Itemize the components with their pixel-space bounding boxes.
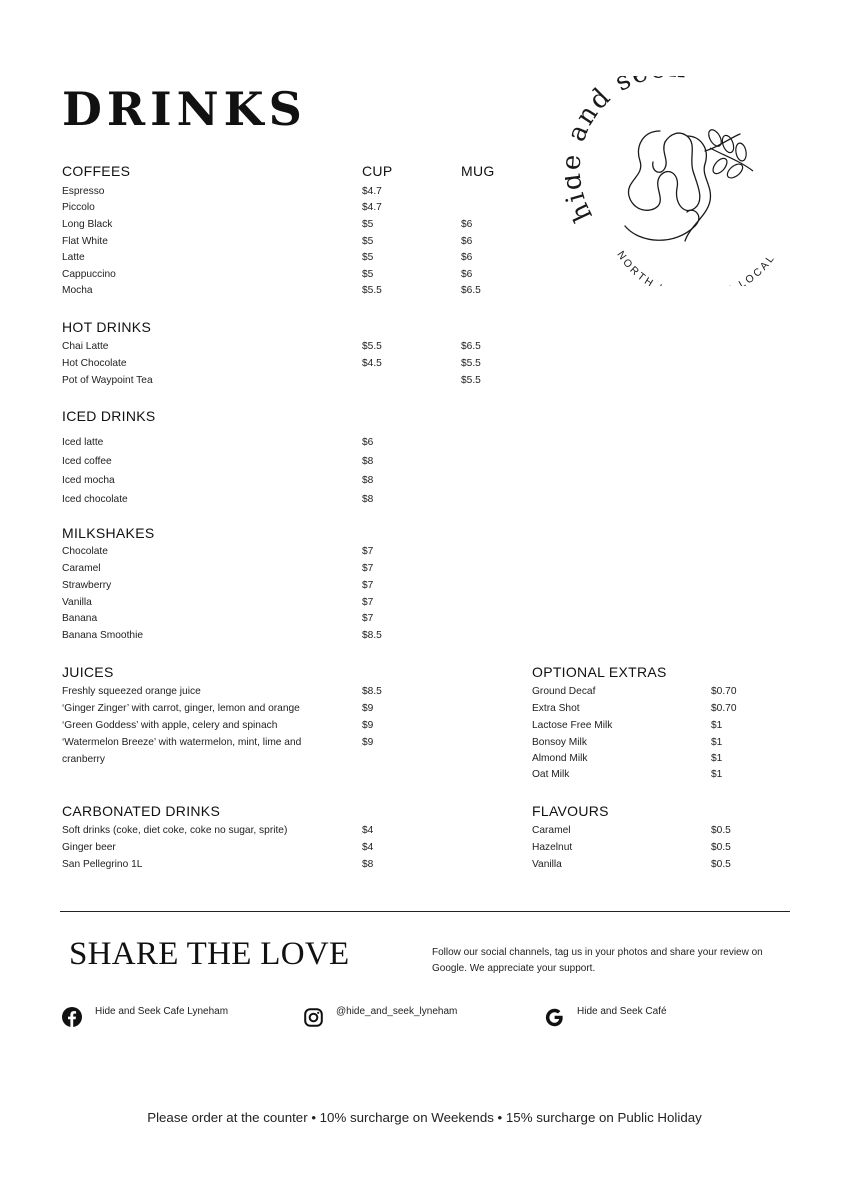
share-heading: SHARE THE LOVE — [69, 936, 350, 972]
menu-item-price: $8 — [362, 494, 374, 505]
menu-item-name: Chai Latte — [62, 341, 109, 352]
flavours-heading: FLAVOURS — [532, 803, 609, 819]
menu-item-name: Chocolate — [62, 546, 108, 557]
menu-item-name: ‘Watermelon Breeze’ with watermelon, mint, lime and cranberry — [62, 737, 302, 765]
menu-item-cup-price: $4.5 — [362, 358, 382, 369]
menu-item-mug-price: $6.5 — [461, 285, 481, 296]
milkshakes-heading: MILKSHAKES — [62, 525, 155, 541]
menu-item-name: Iced coffee — [62, 456, 112, 467]
menu-item-mug-price: $6.5 — [461, 341, 481, 352]
menu-item-name: Caramel — [62, 563, 101, 574]
menu-item-price: $0.5 — [711, 825, 731, 836]
face-line-art — [625, 131, 740, 241]
menu-item-name: Hot Chocolate — [62, 358, 127, 369]
menu-item-name: Ground Decaf — [532, 686, 596, 697]
facebook-link[interactable]: Hide and Seek Cafe Lyneham — [95, 1006, 229, 1017]
leaf-sprig — [706, 128, 753, 181]
menu-item-name: Oat Milk — [532, 769, 570, 780]
menu-item-price: $1 — [711, 753, 723, 764]
menu-item-price: $7 — [362, 563, 374, 574]
menu-item-price: $8.5 — [362, 630, 382, 641]
menu-item-price: $7 — [362, 580, 374, 591]
menu-item-name: Flat White — [62, 236, 108, 247]
google-link[interactable]: Hide and Seek Café — [577, 1006, 667, 1017]
menu-item-name: Soft drinks (coke, diet coke, coke no sugar, sprite) — [62, 825, 288, 836]
menu-item-name: San Pellegrino 1L — [62, 859, 143, 870]
facebook-icon[interactable] — [62, 1007, 82, 1027]
menu-item-name: Almond Milk — [532, 753, 588, 764]
instagram-icon[interactable] — [304, 1008, 323, 1027]
menu-item-price: $8 — [362, 456, 374, 467]
menu-item-name: Vanilla — [532, 859, 562, 870]
menu-item-price: $6 — [362, 437, 374, 448]
menu-item-cup-price: $4.7 — [362, 202, 382, 213]
menu-item-name: Espresso — [62, 186, 105, 197]
iced-drinks-heading: ICED DRINKS — [62, 408, 156, 424]
page-title: DRINKS — [62, 82, 307, 136]
menu-item-mug-price: $6 — [461, 219, 473, 230]
menu-item-mug-price: $6 — [461, 252, 473, 263]
menu-item-name: ‘Green Goddess’ with apple, celery and spinach — [62, 720, 278, 731]
menu-item-name: Bonsoy Milk — [532, 737, 587, 748]
hot-drinks-heading: HOT DRINKS — [62, 319, 152, 335]
menu-item-name: Vanilla — [62, 597, 92, 608]
menu-item-price: $0.5 — [711, 859, 731, 870]
menu-item-price: $7 — [362, 597, 374, 608]
menu-item-cup-price: $5 — [362, 236, 374, 247]
menu-item-name: Caramel — [532, 825, 571, 836]
menu-item-cup-price: $5.5 — [362, 341, 382, 352]
menu-item-cup-price: $5.5 — [362, 285, 382, 296]
cup-header: CUP — [362, 163, 393, 179]
menu-item-mug-price: $6 — [461, 269, 473, 280]
menu-item-name: Hazelnut — [532, 842, 573, 853]
menu-item-price: $0.5 — [711, 842, 731, 853]
juices-heading: JUICES — [62, 664, 114, 680]
menu-item-price: $4 — [362, 842, 374, 853]
carbonated-heading: CARBONATED DRINKS — [62, 803, 221, 819]
menu-item-price: $1 — [711, 769, 723, 780]
menu-item-price: $7 — [362, 546, 374, 557]
share-text: Follow our social channels, tag us in your photos and share your review on Google. We appreciate your support. — [432, 947, 763, 974]
menu-item-name: ‘Ginger Zinger’ with carrot, ginger, lemon and orange — [62, 703, 300, 714]
menu-item-price: $0.70 — [711, 703, 737, 714]
menu-item-mug-price: $6 — [461, 236, 473, 247]
menu-item-name: Lactose Free Milk — [532, 720, 613, 731]
menu-item-name: Long Black — [62, 219, 113, 230]
menu-item-name: Iced chocolate — [62, 494, 128, 505]
menu-item-price: $0.70 — [711, 686, 737, 697]
menu-item-mug-price: $5.5 — [461, 358, 481, 369]
mug-header: MUG — [461, 163, 495, 179]
menu-item-name: Freshly squeezed orange juice — [62, 686, 201, 697]
menu-item-name: Strawberry — [62, 580, 112, 591]
menu-item-name: Cappuccino — [62, 269, 116, 280]
menu-item-price: $8 — [362, 859, 374, 870]
menu-item-price: $1 — [711, 737, 723, 748]
menu-item-price: $9 — [362, 720, 374, 731]
menu-item-price: $9 — [362, 703, 374, 714]
menu-item-name: Extra Shot — [532, 703, 580, 714]
svg-text:hide and seek: h nd s — [565, 76, 638, 227]
cafe-logo — [565, 76, 785, 286]
menu-item-price: $1 — [711, 720, 723, 731]
menu-item-name: Ginger beer — [62, 842, 116, 853]
menu-item-price: $8 — [362, 475, 374, 486]
menu-item-name: Latte — [62, 252, 85, 263]
menu-item-name: Banana Smoothie — [62, 630, 143, 641]
menu-item-name: Pot of Waypoint Tea — [62, 375, 153, 386]
footer-note: Please order at the counter • 10% surcharge on Weekends • 15% surcharge on Public Holiday — [147, 1110, 702, 1125]
menu-item-price: $9 — [362, 737, 374, 748]
menu-item-price: $4 — [362, 825, 374, 836]
svg-text:NORTH LYNEHAM'S LOCAL: NORTH LOCAL — [614, 248, 778, 286]
menu-item-cup-price: $4.7 — [362, 186, 382, 197]
menu-item-name: Iced latte — [62, 437, 104, 448]
menu-item-price: $8.5 — [362, 686, 382, 697]
section-divider — [60, 911, 790, 912]
coffees-heading: COFFEES — [62, 163, 131, 179]
menu-item-mug-price: $5.5 — [461, 375, 481, 386]
extras-heading: OPTIONAL EXTRAS — [532, 664, 667, 680]
menu-item-name: Mocha — [62, 285, 93, 296]
menu-item-name: Piccolo — [62, 202, 95, 213]
google-icon[interactable] — [544, 1007, 565, 1028]
menu-item-cup-price: $5 — [362, 219, 374, 230]
menu-item-price: $7 — [362, 613, 374, 624]
instagram-link[interactable]: @hide_and_seek_lyneham — [336, 1006, 458, 1017]
menu-item-cup-price: $5 — [362, 252, 374, 263]
menu-item-name: Banana — [62, 613, 98, 624]
menu-item-cup-price: $5 — [362, 269, 374, 280]
menu-item-name: Iced mocha — [62, 475, 115, 486]
